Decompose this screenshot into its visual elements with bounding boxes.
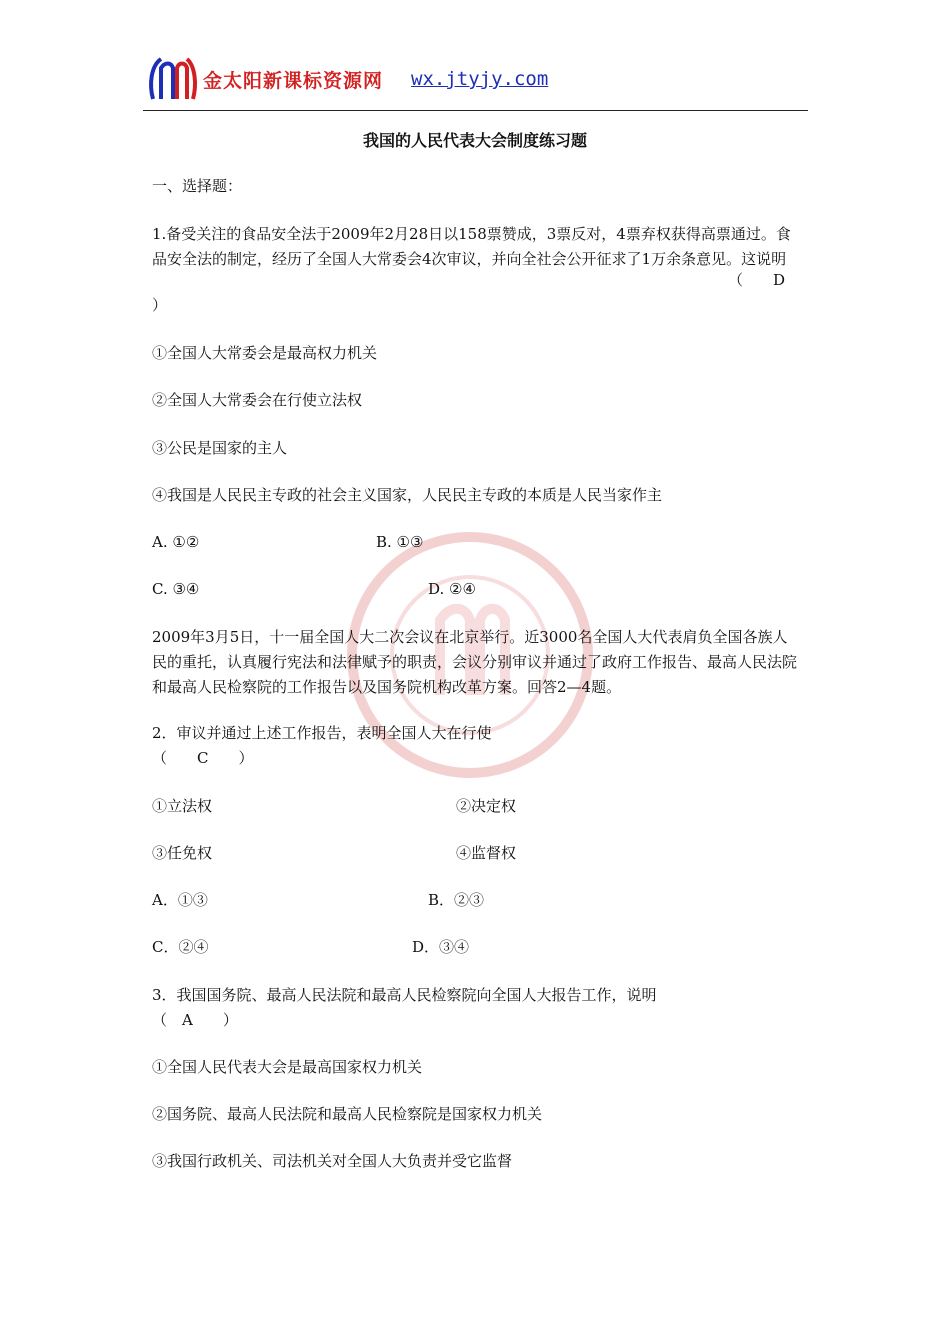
q2-answer: （ C ） (152, 749, 254, 767)
q2-option-1: ①立法权 (152, 797, 213, 815)
page-title: 我国的人民代表大会制度练习题 (362, 131, 587, 150)
q3-stem: 3．我国国务院、最高人民法院和最高人民检察院向全国人大报告工作，说明 (152, 986, 657, 1004)
q2-choice-b: B．②③ (428, 891, 485, 909)
q1-choice-a: A. ①② (152, 533, 200, 551)
q1-option-3: ③公民是国家的主人 (152, 439, 288, 457)
q1-option-2: ②全国人大常委会在行使立法权 (152, 391, 363, 409)
q2-stem: 2．审议并通过上述工作报告，表明全国人大在行使 (152, 724, 492, 742)
site-link[interactable]: wx.jtyjy.com (411, 68, 549, 90)
q1-option-4: ④我国是人民民主专政的社会主义国家，人民民主专政的本质是人民当家作主 (152, 486, 663, 504)
material-paragraph: 2009年3月5日，十一届全国人大二次会议在北京举行。近3000名全国人大代表肩负全国各族人民的重托，认真履行宪法和法律赋予的职责，会议分别审议并通过了政府工作报告、最高人民法院和最高人民检察院的工作报告以及国务院机构改革方案。回答2—4题。 (152, 628, 798, 696)
q1-answer: （ D (728, 271, 786, 289)
q1-choice-c: C. ③④ (152, 580, 200, 598)
q3-option-2: ②国务院、最高人民法院和最高人民检察院是国家权力机关 (152, 1105, 543, 1123)
q2-choice-c: C．②④ (152, 938, 209, 956)
q1-choice-d: D. ②④ (428, 580, 476, 598)
q3-option-1: ①全国人民代表大会是最高国家权力机关 (152, 1058, 423, 1076)
q2-option-3: ③任免权 (152, 844, 213, 862)
brand-name: 金太阳新课标资源网 (203, 70, 384, 92)
q2-choice-a: A．①③ (152, 891, 208, 909)
q2-choice-d: D．③④ (412, 938, 470, 956)
q2-option-2: ②决定权 (456, 797, 517, 815)
page-header (143, 52, 808, 110)
jintaiyang-logo-icon (147, 54, 199, 104)
q1-choice-b: B. ①③ (376, 533, 424, 551)
q3-option-3: ③我国行政机关、司法机关对全国人大负责并受它监督 (152, 1152, 513, 1170)
q2-option-4: ④监督权 (456, 844, 517, 862)
q1-stem: 1.备受关注的食品安全法于2009年2月28日以158票赞成，3票反对，4票弃权获得高票通过。食品安全法的制定，经历了全国人大常委会4次审议，并向全社会公开征求了1万余条意见。这说明 (152, 225, 791, 268)
q3-answer: （ A ） (152, 1011, 238, 1029)
q1-option-1: ①全国人大常委会是最高权力机关 (152, 344, 378, 362)
header-divider (143, 110, 808, 111)
section-heading: 一、选择题： (152, 177, 243, 195)
q1-answer-close: ） (152, 296, 168, 314)
